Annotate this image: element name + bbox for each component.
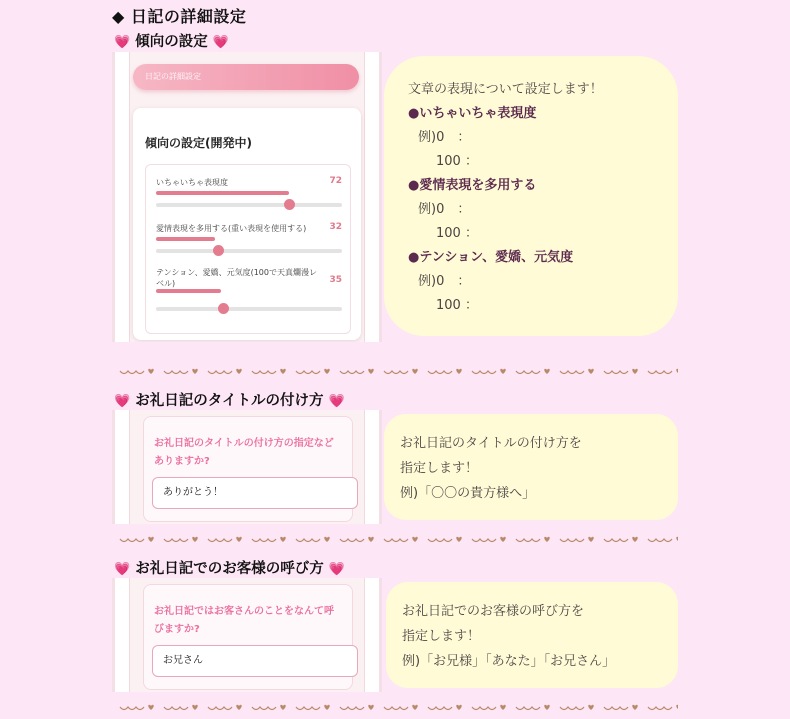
bubble-example-0: 例)0 ： <box>418 202 471 217</box>
slider-fill <box>156 237 215 241</box>
heart-icon: 💗 <box>114 562 131 577</box>
heart-icon: 💗 <box>114 35 131 50</box>
bubble-item-title: ●いちゃいちゃ表現度 <box>408 106 537 121</box>
wave-divider-art <box>118 702 678 716</box>
slider-thumb[interactable] <box>213 245 224 256</box>
customer-call-input[interactable]: お兄さん <box>152 645 358 677</box>
slider-fill <box>156 191 289 195</box>
section-heading-tendency-label: 傾向の設定 <box>135 34 208 50</box>
question-card <box>143 416 353 522</box>
slider-track[interactable] <box>156 307 342 311</box>
bubble-example-100: 100 ： <box>436 154 478 169</box>
bubble-line: 指定します！ <box>402 629 481 644</box>
section-heading-customer-call <box>114 557 345 578</box>
tendency-card-title: 傾向の設定(開発中) <box>145 136 252 150</box>
wave-divider <box>118 702 678 716</box>
title-style-input[interactable]: ありがとう！ <box>152 477 358 509</box>
section-heading-customer-call-label: お礼日記でのお客様の呼び方 <box>135 561 324 577</box>
bubble-example-100: 100 ： <box>436 226 478 241</box>
slider-thumb[interactable] <box>284 199 295 210</box>
wave-divider-art <box>118 534 678 548</box>
title-style-screenshot <box>112 410 382 524</box>
question-text: お礼日記ではお客さんのことをなんて呼びますか? <box>154 606 334 635</box>
bubble-line: お礼日記のタイトルの付け方を <box>400 436 582 451</box>
question-card <box>143 584 353 690</box>
slider-value: 32 <box>329 222 342 232</box>
slider-thumb[interactable] <box>218 303 229 314</box>
bubble-line: 例)「お兄様」「あなた」「お兄さん」 <box>402 654 616 669</box>
slider-label: いちゃいちゃ表現度 <box>156 178 228 187</box>
slider-track[interactable] <box>156 249 342 253</box>
bubble-item-title: ●テンション、愛嬌、元気度 <box>408 250 574 265</box>
bubble-example-0: 例)0 ： <box>418 130 471 145</box>
bubble-intro: 文章の表現について設定します！ <box>408 82 603 97</box>
bubble-line: 指定します！ <box>400 461 479 476</box>
tendency-screenshot <box>112 52 382 342</box>
bubble-line: 例)「〇〇の貴方様へ」 <box>400 486 536 501</box>
section-heading-title-style-label: お礼日記のタイトルの付け方 <box>135 393 324 409</box>
wave-divider <box>118 534 678 548</box>
slider-label: 愛情表現を多用する(重い表現を使用する) <box>156 224 307 233</box>
section-heading-title-style <box>114 389 345 410</box>
section-heading-tendency <box>114 30 229 51</box>
slider-track[interactable] <box>156 203 342 207</box>
wave-divider <box>118 366 678 380</box>
heart-icon: 💗 <box>212 35 229 50</box>
bubble-line: お礼日記でのお客様の呼び方を <box>402 604 585 619</box>
wave-divider-art <box>118 366 678 380</box>
slider-value: 72 <box>329 176 342 186</box>
bubble-item-title: ●愛情表現を多用する <box>408 178 537 193</box>
page-title: ◆ 日記の詳細設定 <box>112 7 247 26</box>
customer-call-screenshot <box>112 578 382 692</box>
bubble-example-100: 100 ： <box>436 298 478 313</box>
title-style-bubble <box>384 414 678 520</box>
slider-value: 35 <box>329 275 342 285</box>
question-text: お礼日記のタイトルの付け方の指定などありますか? <box>154 438 334 467</box>
tendency-explanation-bubble <box>384 56 678 336</box>
heart-icon: 💗 <box>328 562 345 577</box>
slider-fill <box>156 289 221 293</box>
settings-topbar: 日記の詳細設定 <box>133 64 359 90</box>
customer-call-bubble <box>386 582 678 688</box>
slider-label: テンション、愛嬌、元気度(100で天真爛漫レベル) <box>156 268 317 288</box>
bubble-example-0: 例)0 ： <box>418 274 471 289</box>
heart-icon: 💗 <box>328 394 345 409</box>
heart-icon: 💗 <box>114 394 131 409</box>
slider-group <box>145 164 351 334</box>
tendency-card <box>133 108 361 340</box>
